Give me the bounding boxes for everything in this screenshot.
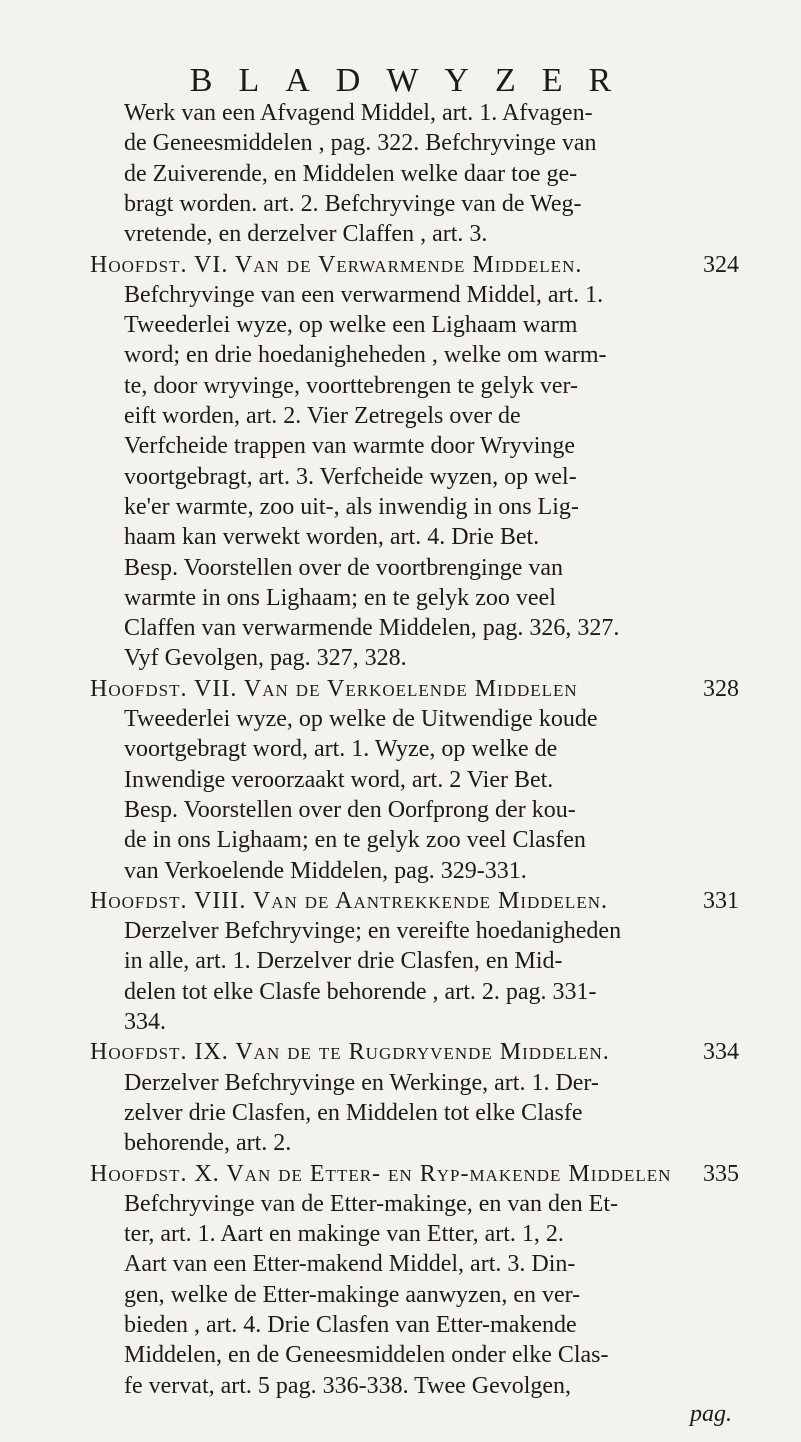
text-line: warmte in ons Lighaam; en te gelyk zoo veel xyxy=(124,584,556,611)
text-line: zelver drie Clasfen, en Middelen tot elke Clasfe xyxy=(124,1099,583,1126)
chapter-heading: Hoofdst. VI. Van de Verwarmende Middelen. xyxy=(90,251,583,278)
page-number: 324 xyxy=(703,251,739,278)
chapter-heading: Hoofdst. X. Van de Etter- en Ryp-makende Middelen xyxy=(90,1160,672,1187)
running-header: BLADWYZER xyxy=(189,62,638,99)
text-line: in alle, art. 1. Derzelver drie Clasfen, en Mid- xyxy=(124,948,563,975)
page-number: 335 xyxy=(703,1160,739,1187)
page-number: 328 xyxy=(703,675,739,702)
text-line: bieden , art. 4. Drie Clasfen van Etter-makende xyxy=(124,1312,577,1338)
text-line: delen tot elke Clasfe behorende , art. 2. pag. 331- xyxy=(124,978,597,1005)
chapter-heading: Hoofdst. VII. Van de Verkoelende Middelen xyxy=(90,675,578,702)
text-line: voortgebragt, art. 3. Verfcheide wyzen, op wel- xyxy=(124,463,577,490)
text-line: van Verkoelende Middelen, pag. 329-331. xyxy=(124,857,527,884)
text-line: Werk van een Afvagend Middel, art. 1. Afvagen- xyxy=(124,100,593,126)
text-line: Besp. Voorstellen over de voortbrenginge van xyxy=(124,554,564,581)
page-number: 331 xyxy=(703,887,739,914)
chapter-heading: Hoofdst. VIII. Van de Aantrekkende Middelen. xyxy=(90,887,608,914)
text-line: Derzelver Befchryvinge; en vereifte hoedanigheden xyxy=(124,918,622,945)
text-line: gen, welke de Etter-makinge aanwyzen, en ver- xyxy=(124,1281,581,1308)
text-line: te, door wryvinge, voorttebrengen te gelyk ver- xyxy=(124,372,579,399)
text-line: fe vervat, art. 5 pag. 336-338. Twee Gevolgen, xyxy=(124,1372,572,1399)
text-line: voortgebragt word, art. 1. Wyze, op welke de xyxy=(124,736,558,763)
text-line: eift worden, art. 2. Vier Zetregels over de xyxy=(124,403,521,429)
text-line: de in ons Lighaam; en te gelyk zoo veel Clasfen xyxy=(124,827,586,854)
text-line: Befchryvinge van de Etter-makinge, en van den Et- xyxy=(124,1190,618,1217)
text-line: ter, art. 1. Aart en makinge van Etter, art. 1, 2. xyxy=(124,1221,564,1248)
text-line: Middelen, en de Geneesmiddelen onder elke Clas- xyxy=(124,1342,609,1369)
text-line: bragt worden. art. 2. Befchryvinge van de Weg- xyxy=(124,190,582,217)
text-line: Verfcheide trappen van warmte door Wryvinge xyxy=(124,433,576,460)
text-line: de Geneesmiddelen , pag. 322. Befchryvinge van xyxy=(124,130,597,157)
text-line: Derzelver Befchryvinge en Werkinge, art. 1. Der- xyxy=(124,1069,599,1096)
text-line: Vyf Gevolgen, pag. 327, 328. xyxy=(124,645,407,672)
text-line: ke'er warmte, zoo uit-, als inwendig in ons Lig- xyxy=(124,493,579,520)
text-line: vretende, en derzelver Claffen , art. 3. xyxy=(124,221,488,248)
text-line: word; en drie hoedanigheheden , welke om warm- xyxy=(124,342,607,369)
text-line: haam kan verwekt worden, art. 4. Drie Bet. xyxy=(124,524,540,551)
text-line: Aart van een Etter-makend Middel, art. 3. Din- xyxy=(124,1251,576,1278)
text-line: Tweederlei wyze, op welke een Lighaam warm xyxy=(124,312,578,339)
text-line: Besp. Voorstellen over den Oorfprong der kou- xyxy=(124,796,576,823)
page-number: 334 xyxy=(703,1039,739,1066)
text-line: Inwendige veroorzaakt word, art. 2 Vier Bet. xyxy=(124,766,554,793)
text-line: behorende, art. 2. xyxy=(124,1130,292,1157)
text-line: de Zuiverende, en Middelen welke daar toe ge- xyxy=(124,160,578,187)
catchword: pag. xyxy=(690,1400,732,1427)
text-line: Claffen van verwarmende Middelen, pag. 326, 327. xyxy=(124,615,620,642)
text-line: Tweederlei wyze, op welke de Uitwendige koude xyxy=(124,706,598,732)
text-line: 334. xyxy=(124,1009,166,1035)
text-line: Befchryvinge van een verwarmend Middel, art. 1. xyxy=(124,281,604,308)
chapter-heading: Hoofdst. IX. Van de te Rugdryvende Middelen. xyxy=(90,1039,610,1066)
